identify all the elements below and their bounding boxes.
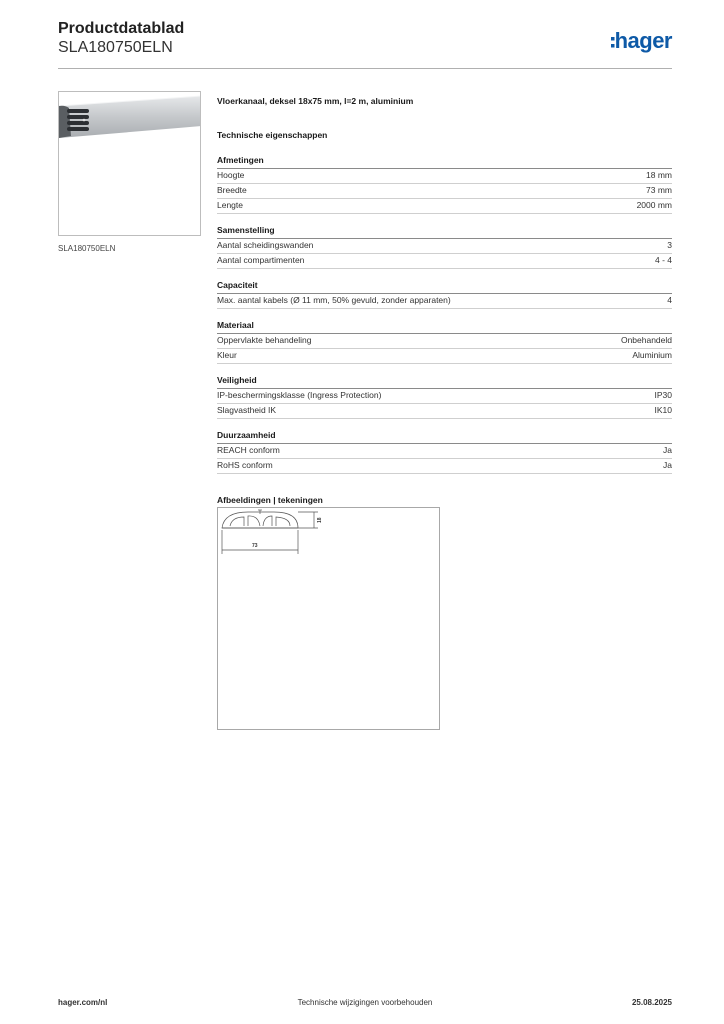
spec-value: Onbehandeld — [620, 335, 672, 345]
logo-text: hager — [614, 28, 672, 53]
spec-value: Ja — [663, 445, 672, 455]
spec-row — [217, 199, 672, 214]
tech-properties-heading: Technische eigenschappen — [217, 130, 328, 140]
spec-label: RoHS conform — [217, 460, 273, 470]
spec-row — [217, 349, 672, 364]
spec-row — [217, 444, 672, 459]
spec-row — [217, 184, 672, 199]
spec-group-safety — [217, 375, 672, 419]
group-title: Veiligheid — [217, 375, 672, 389]
drawing-width-label: 73 — [252, 543, 258, 549]
images-drawings-heading: Afbeeldingen | tekeningen — [217, 495, 323, 505]
spec-value: 2000 mm — [636, 200, 672, 210]
spec-value: 4 — [667, 295, 672, 305]
spec-label: Aantal scheidingswanden — [217, 240, 314, 250]
spec-value: 4 - 4 — [654, 255, 672, 265]
group-title: Materiaal — [217, 320, 672, 334]
spec-row — [217, 459, 672, 474]
spec-group-material — [217, 320, 672, 364]
spec-group-composition — [217, 225, 672, 269]
spec-row — [217, 239, 672, 254]
spec-row — [217, 334, 672, 349]
spec-value: Aluminium — [632, 350, 672, 360]
technical-drawing — [217, 507, 440, 730]
header-divider — [58, 68, 672, 69]
spec-label: Lengte — [217, 200, 243, 210]
spec-value: 3 — [667, 240, 672, 250]
hager-logo — [611, 28, 672, 54]
spec-label: Breedte — [217, 185, 247, 195]
group-title: Samenstelling — [217, 225, 672, 239]
spec-row — [217, 254, 672, 269]
footer-website-link[interactable]: hager.com/nl — [58, 998, 108, 1007]
footer-date: 25.08.2025 — [631, 998, 672, 1007]
document-title: Productdatablad — [58, 20, 185, 37]
spec-value: IP30 — [654, 390, 672, 400]
spec-row — [217, 404, 672, 419]
spec-label: Hoogte — [217, 170, 245, 180]
spec-label: Oppervlakte behandeling — [217, 335, 312, 345]
drawing-height-label: 18 — [317, 517, 323, 523]
spec-label: Max. aantal kabels (Ø 11 mm, 50% gevuld, zonder apparaten) — [217, 295, 451, 305]
group-title: Capaciteit — [217, 280, 672, 294]
group-title: Afmetingen — [217, 155, 672, 169]
spec-value: 73 mm — [646, 185, 672, 195]
spec-group-capacity — [217, 280, 672, 309]
spec-value: Ja — [663, 460, 672, 470]
spec-label: Aantal compartimenten — [217, 255, 305, 265]
spec-row — [217, 169, 672, 184]
spec-label: REACH conform — [217, 445, 280, 455]
spec-value: 18 mm — [646, 170, 672, 180]
footer-disclaimer: Technische wijzigingen voorbehouden — [297, 998, 433, 1007]
product-description: Vloerkanaal, deksel 18x75 mm, l=2 m, aluminium — [217, 96, 414, 106]
product-photo — [58, 91, 201, 236]
page-footer — [58, 998, 672, 1012]
group-title: Duurzaamheid — [217, 430, 672, 444]
spec-label: Slagvastheid IK — [217, 405, 277, 415]
spec-group-sustainability — [217, 430, 672, 474]
spec-label: IP-beschermingsklasse (Ingress Protection) — [217, 390, 382, 400]
spec-row — [217, 294, 672, 309]
spec-row — [217, 389, 672, 404]
image-caption: SLA180750ELN — [58, 244, 116, 253]
spec-value: IK10 — [654, 405, 672, 415]
spec-group-dimensions — [217, 155, 672, 214]
product-code: SLA180750ELN — [58, 39, 173, 56]
duct-profile-drawing — [222, 510, 318, 554]
page-header — [58, 20, 672, 68]
spec-content — [217, 96, 672, 509]
spec-label: Kleur — [217, 350, 237, 360]
